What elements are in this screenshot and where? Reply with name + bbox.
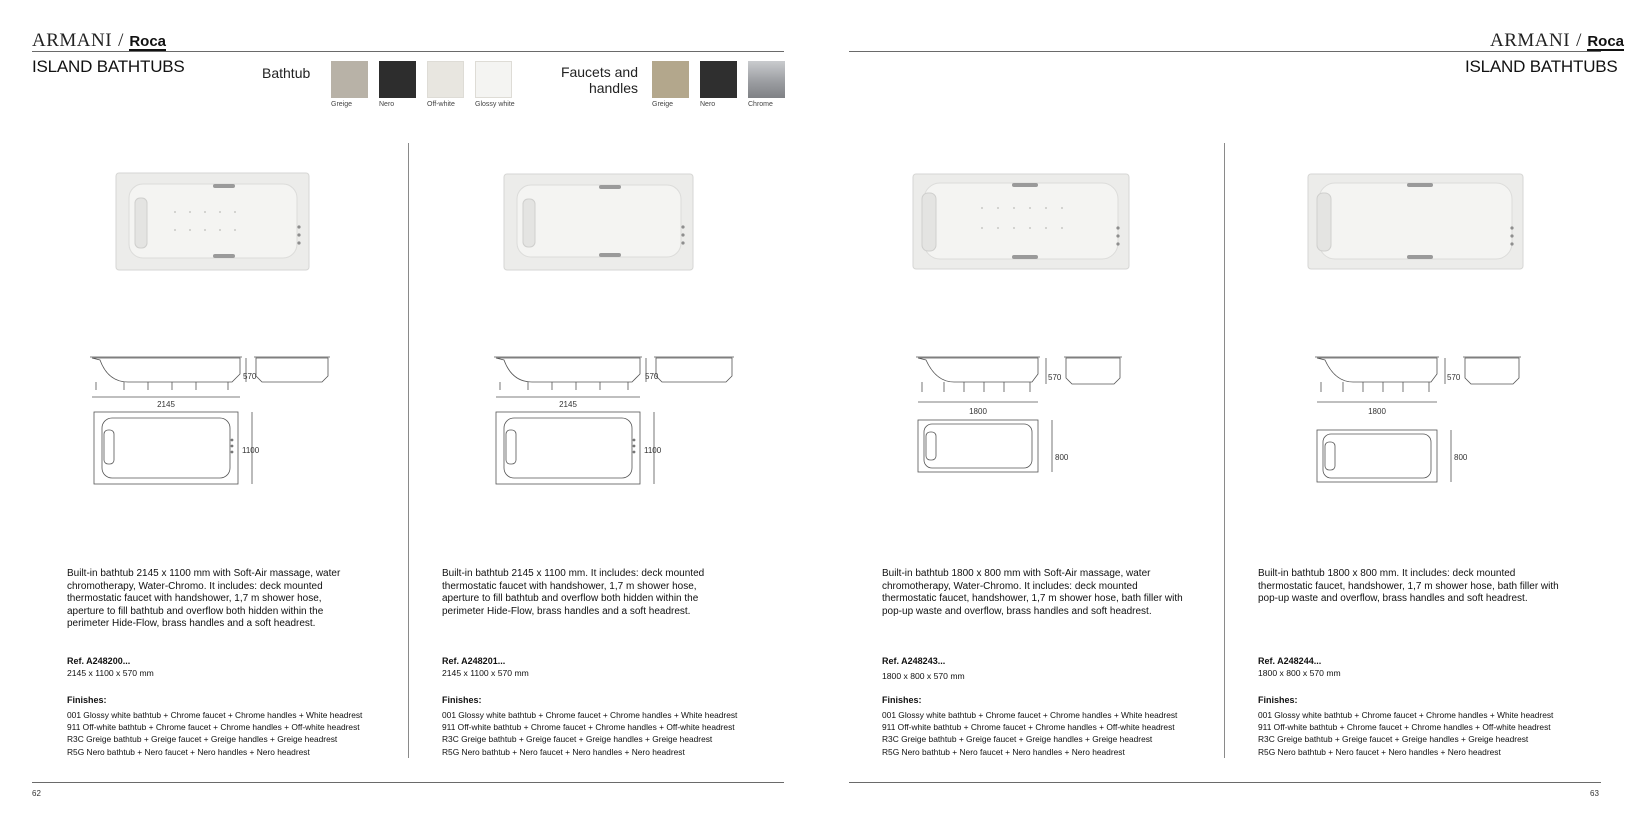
brand-separator: / xyxy=(118,30,124,51)
brand-logo-left xyxy=(32,30,166,52)
finish-line: R5G Nero bathtub + Nero faucet + Nero handles + Nero headrest xyxy=(442,746,685,757)
dimension-height-label: 570 xyxy=(243,372,257,381)
swatch-label: Greige xyxy=(652,101,674,108)
dimension-width-label: 800 xyxy=(1454,453,1468,462)
finishes-list xyxy=(1258,709,1553,758)
swatch-label: Nero xyxy=(700,101,716,108)
finish-line: 911 Off-white bathtub + Chrome faucet + Chrome handles + Off-white headrest xyxy=(1258,722,1551,733)
finish-line: 001 Glossy white bathtub + Chrome faucet + Chrome handles + White headrest xyxy=(67,710,363,720)
page-number-left: 62 xyxy=(32,789,41,798)
technical-drawing-2 xyxy=(492,352,742,488)
header-rule-left xyxy=(32,51,784,52)
dimension-height-label: 570 xyxy=(645,372,659,381)
page-number-right: 63 xyxy=(1590,789,1599,798)
finish-line: R3C Greige bathtub + Greige faucet + Greige handles + Greige headrest xyxy=(442,734,713,745)
brand-logo-right xyxy=(1490,30,1624,52)
product-dimensions: 2145 x 1100 x 570 mm xyxy=(442,668,529,678)
dimension-height-label: 570 xyxy=(1447,373,1461,382)
product-ref: Ref. A248200... xyxy=(67,656,131,666)
dimension-width-label: 1100 xyxy=(644,446,662,455)
armani-wordmark: ARMANI xyxy=(32,30,113,51)
column-divider xyxy=(1224,143,1225,758)
finishes-title: Finishes: xyxy=(882,695,922,705)
finish-line: R5G Nero bathtub + Nero faucet + Nero handles + Nero headrest xyxy=(67,746,310,757)
swatch-label: Chrome xyxy=(748,101,773,108)
dimension-length-label: 1800 xyxy=(969,407,987,416)
bathtub-photo-1 xyxy=(115,172,310,271)
product-dimensions: 2145 x 1100 x 570 mm xyxy=(67,668,154,678)
header-rule-right xyxy=(849,51,1601,52)
bathtub-photo-3 xyxy=(912,173,1130,270)
swatch-faucet-nero xyxy=(700,61,737,98)
finishes-list xyxy=(442,709,737,758)
swatch-label: Nero xyxy=(379,101,395,108)
column-divider xyxy=(408,143,409,758)
footer-rule-left xyxy=(32,782,784,783)
finish-line: 001 Glossy white bathtub + Chrome faucet + Chrome handles + White headrest xyxy=(882,710,1178,720)
bathtub-photo-4 xyxy=(1307,173,1524,270)
bathtub-finish-label: Bathtub xyxy=(262,65,311,81)
technical-drawing-3 xyxy=(914,352,1124,488)
product-block-4 xyxy=(1258,568,1598,763)
finish-line: 001 Glossy white bathtub + Chrome faucet + Chrome handles + White headrest xyxy=(1258,710,1554,720)
bathtub-photo-2 xyxy=(503,173,694,271)
finish-line: 911 Off-white bathtub + Chrome faucet + Chrome handles + Off-white headrest xyxy=(882,722,1175,733)
product-dimensions: 1800 x 800 x 570 mm xyxy=(1258,668,1341,678)
technical-drawing-4 xyxy=(1313,352,1523,488)
brand-separator: / xyxy=(1576,30,1582,51)
finish-line: 911 Off-white bathtub + Chrome faucet + Chrome handles + Off-white headrest xyxy=(67,722,360,733)
product-block-3 xyxy=(882,568,1222,763)
finishes-title: Finishes: xyxy=(67,695,107,705)
product-description: Built-in bathtub 2145 x 1100 mm with Soft-Air massage, water chromotherapy, Water-Chromo. It includes: deck mounted thermostatic faucet with handshower, 1,7 m shower hose, aperture to fill bathtub and overflow both hidden within the perimeter Hide-Flow, brass handles and a soft headrest. xyxy=(67,568,341,630)
finish-line: 911 Off-white bathtub + Chrome faucet + Chrome handles + Off-white headrest xyxy=(442,722,735,733)
swatch-faucet-chrome xyxy=(748,61,785,98)
finish-line: R5G Nero bathtub + Nero faucet + Nero handles + Nero headrest xyxy=(882,746,1125,757)
product-block-1 xyxy=(67,568,407,763)
dimension-length-label: 2145 xyxy=(559,400,577,409)
swatch-label: Greige xyxy=(331,101,353,108)
swatch-bathtub-glossy-white xyxy=(475,61,512,98)
footer-rule-right xyxy=(849,782,1601,783)
swatch-label: Off-white xyxy=(427,101,455,108)
dimension-length-label: 2145 xyxy=(157,400,175,409)
dimension-length-label: 1800 xyxy=(1368,407,1386,416)
product-ref: Ref. A248244... xyxy=(1258,656,1322,666)
swatch-label: Glossy white xyxy=(475,101,515,108)
finishes-list xyxy=(67,709,362,758)
technical-drawing-1 xyxy=(88,352,338,488)
dimension-width-label: 800 xyxy=(1055,453,1069,462)
armani-wordmark: ARMANI xyxy=(1490,30,1571,51)
product-description: Built-in bathtub 1800 x 800 mm with Soft-Air massage, water chromotherapy, Water-Chromo. It includes: deck mounted thermostatic faucet, handshower, 1,7 m shower hose, bath filler with pop-up waste and overflow, brass handles and soft headrest. xyxy=(882,568,1183,617)
finish-line: R3C Greige bathtub + Greige faucet + Greige handles + Greige headrest xyxy=(882,734,1153,745)
finishes-title: Finishes: xyxy=(1258,695,1298,705)
swatch-bathtub-off-white xyxy=(427,61,464,98)
roca-wordmark: Roca xyxy=(1587,33,1625,50)
product-dimensions: 1800 x 800 x 570 mm xyxy=(882,671,965,681)
product-block-2 xyxy=(442,568,782,763)
faucet-finish-label xyxy=(548,64,638,96)
dimension-height-label: 570 xyxy=(1048,373,1062,382)
product-description: Built-in bathtub 2145 x 1100 mm. It includes: deck mounted thermostatic faucet with handshower, 1,7 m shower hose, aperture to fill bathtub and overflow both hidden within the perimeter Hide-Flow, brass handles and a soft headrest. xyxy=(442,568,705,617)
page-title-right: ISLAND BATHTUBS xyxy=(1465,57,1618,76)
finishes-list xyxy=(882,709,1177,758)
finishes-title: Finishes: xyxy=(442,695,482,705)
swatch-bathtub-greige xyxy=(331,61,368,98)
finish-line: R3C Greige bathtub + Greige faucet + Greige handles + Greige headrest xyxy=(1258,734,1529,745)
product-ref: Ref. A248201... xyxy=(442,656,506,666)
roca-wordmark: Roca xyxy=(129,33,167,50)
product-description: Built-in bathtub 1800 x 800 mm. It includes: deck mounted thermostatic faucet, handshower, 1,7 m shower hose, bath filler with pop-up waste and overflow, brass handles and soft headrest. xyxy=(1258,568,1559,605)
dimension-width-label: 1100 xyxy=(242,446,260,455)
page-title-left: ISLAND BATHTUBS xyxy=(32,57,185,76)
faucet-label-line2: handles xyxy=(588,80,638,96)
finish-line: R5G Nero bathtub + Nero faucet + Nero handles + Nero headrest xyxy=(1258,746,1501,757)
finish-line: 001 Glossy white bathtub + Chrome faucet + Chrome handles + White headrest xyxy=(442,710,738,720)
swatch-bathtub-nero xyxy=(379,61,416,98)
finish-line: R3C Greige bathtub + Greige faucet + Greige handles + Greige headrest xyxy=(67,734,338,745)
swatch-faucet-greige xyxy=(652,61,689,98)
product-ref: Ref. A248243... xyxy=(882,656,946,666)
faucet-label-line1: Faucets and xyxy=(560,64,638,80)
